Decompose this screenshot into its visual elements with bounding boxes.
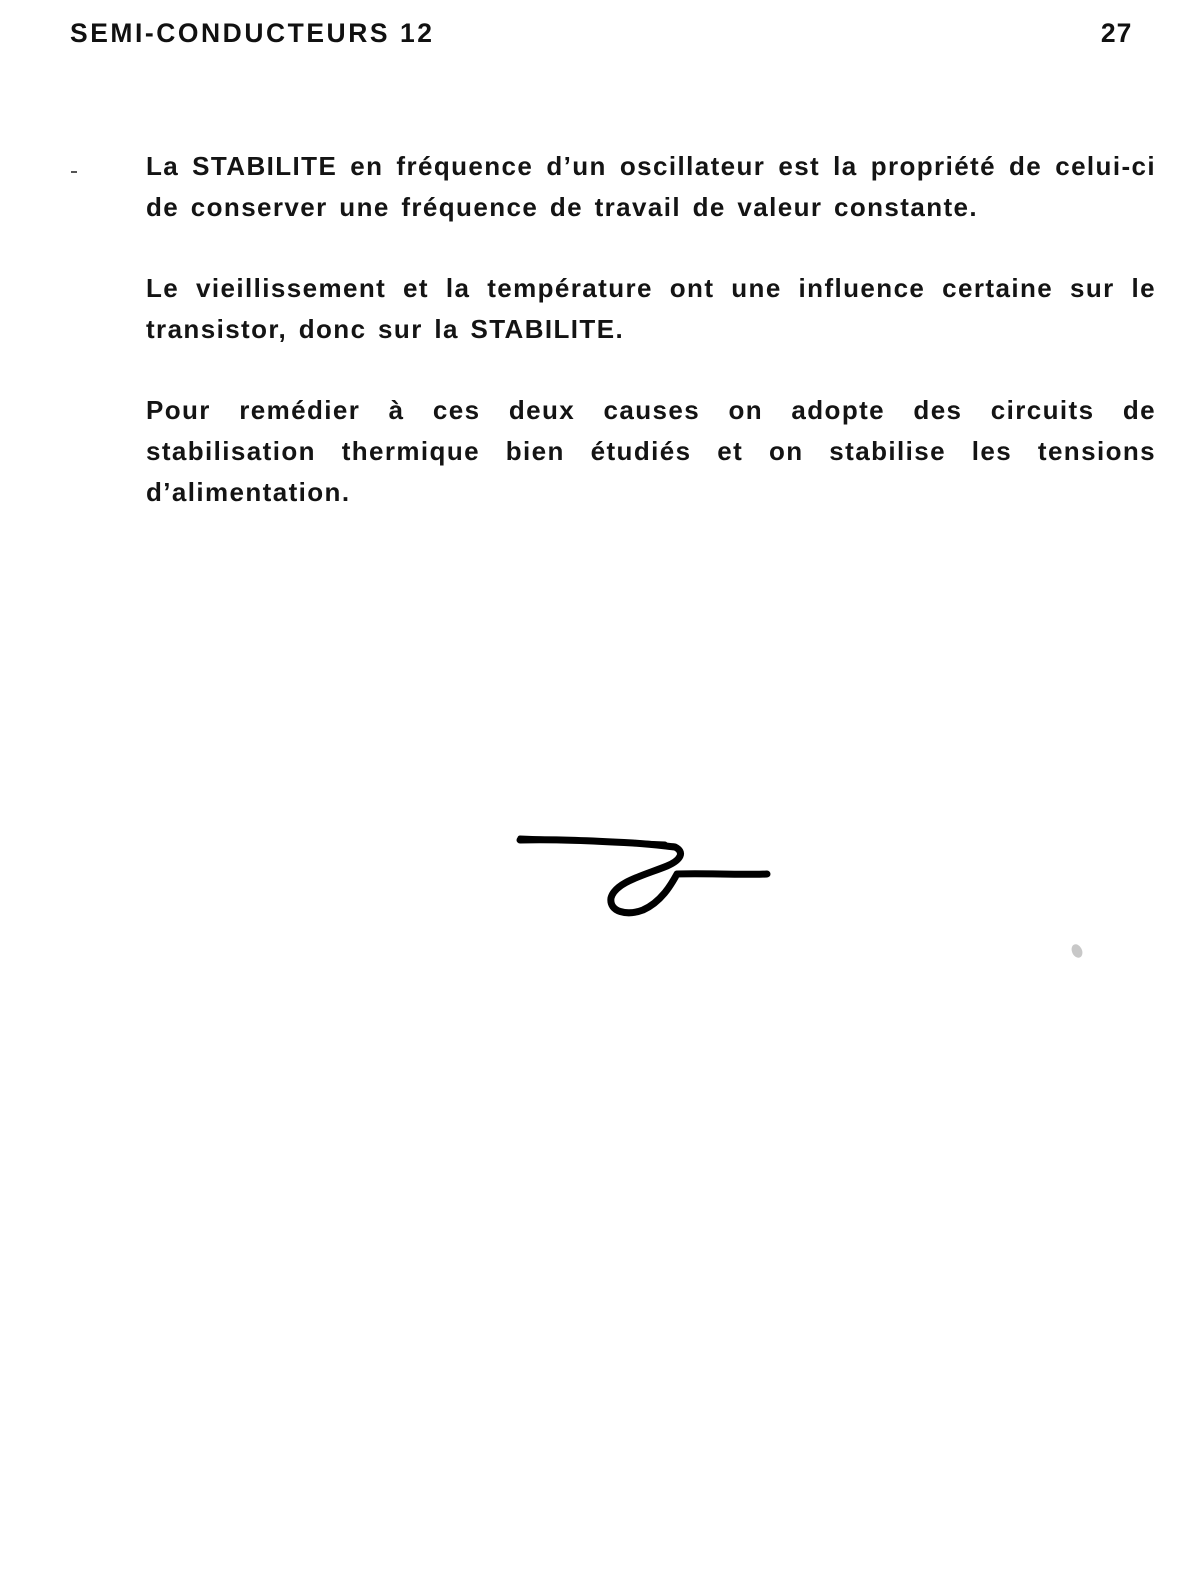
paragraph-text: La STABILITE en fréquence d’un oscillateur est la propriété de celui-ci de conserver une fréquence de travail de valeur constante. xyxy=(146,151,1156,222)
paragraph-remedies xyxy=(146,390,1156,513)
running-title: SEMI-CONDUCTEURS 12 xyxy=(70,18,435,48)
margin-dash xyxy=(71,171,77,173)
paragraph-aging-temperature xyxy=(146,268,1156,350)
paragraph-text: Pour remédier à ces deux causes on adopte des circuits de stabilisation thermique bien étudiés et on stabilise les tensions d’alimentation. xyxy=(146,395,1156,507)
paragraph-stability-definition xyxy=(146,146,1156,228)
page-header xyxy=(70,18,1132,58)
paper-speck xyxy=(1070,942,1084,960)
paragraph-text: Le vieillissement et la température ont une influence certaine sur le transistor, donc sur la STABILITE. xyxy=(146,273,1156,344)
end-of-section-flourish-icon xyxy=(515,830,775,925)
page-number: 27 xyxy=(1100,18,1133,48)
